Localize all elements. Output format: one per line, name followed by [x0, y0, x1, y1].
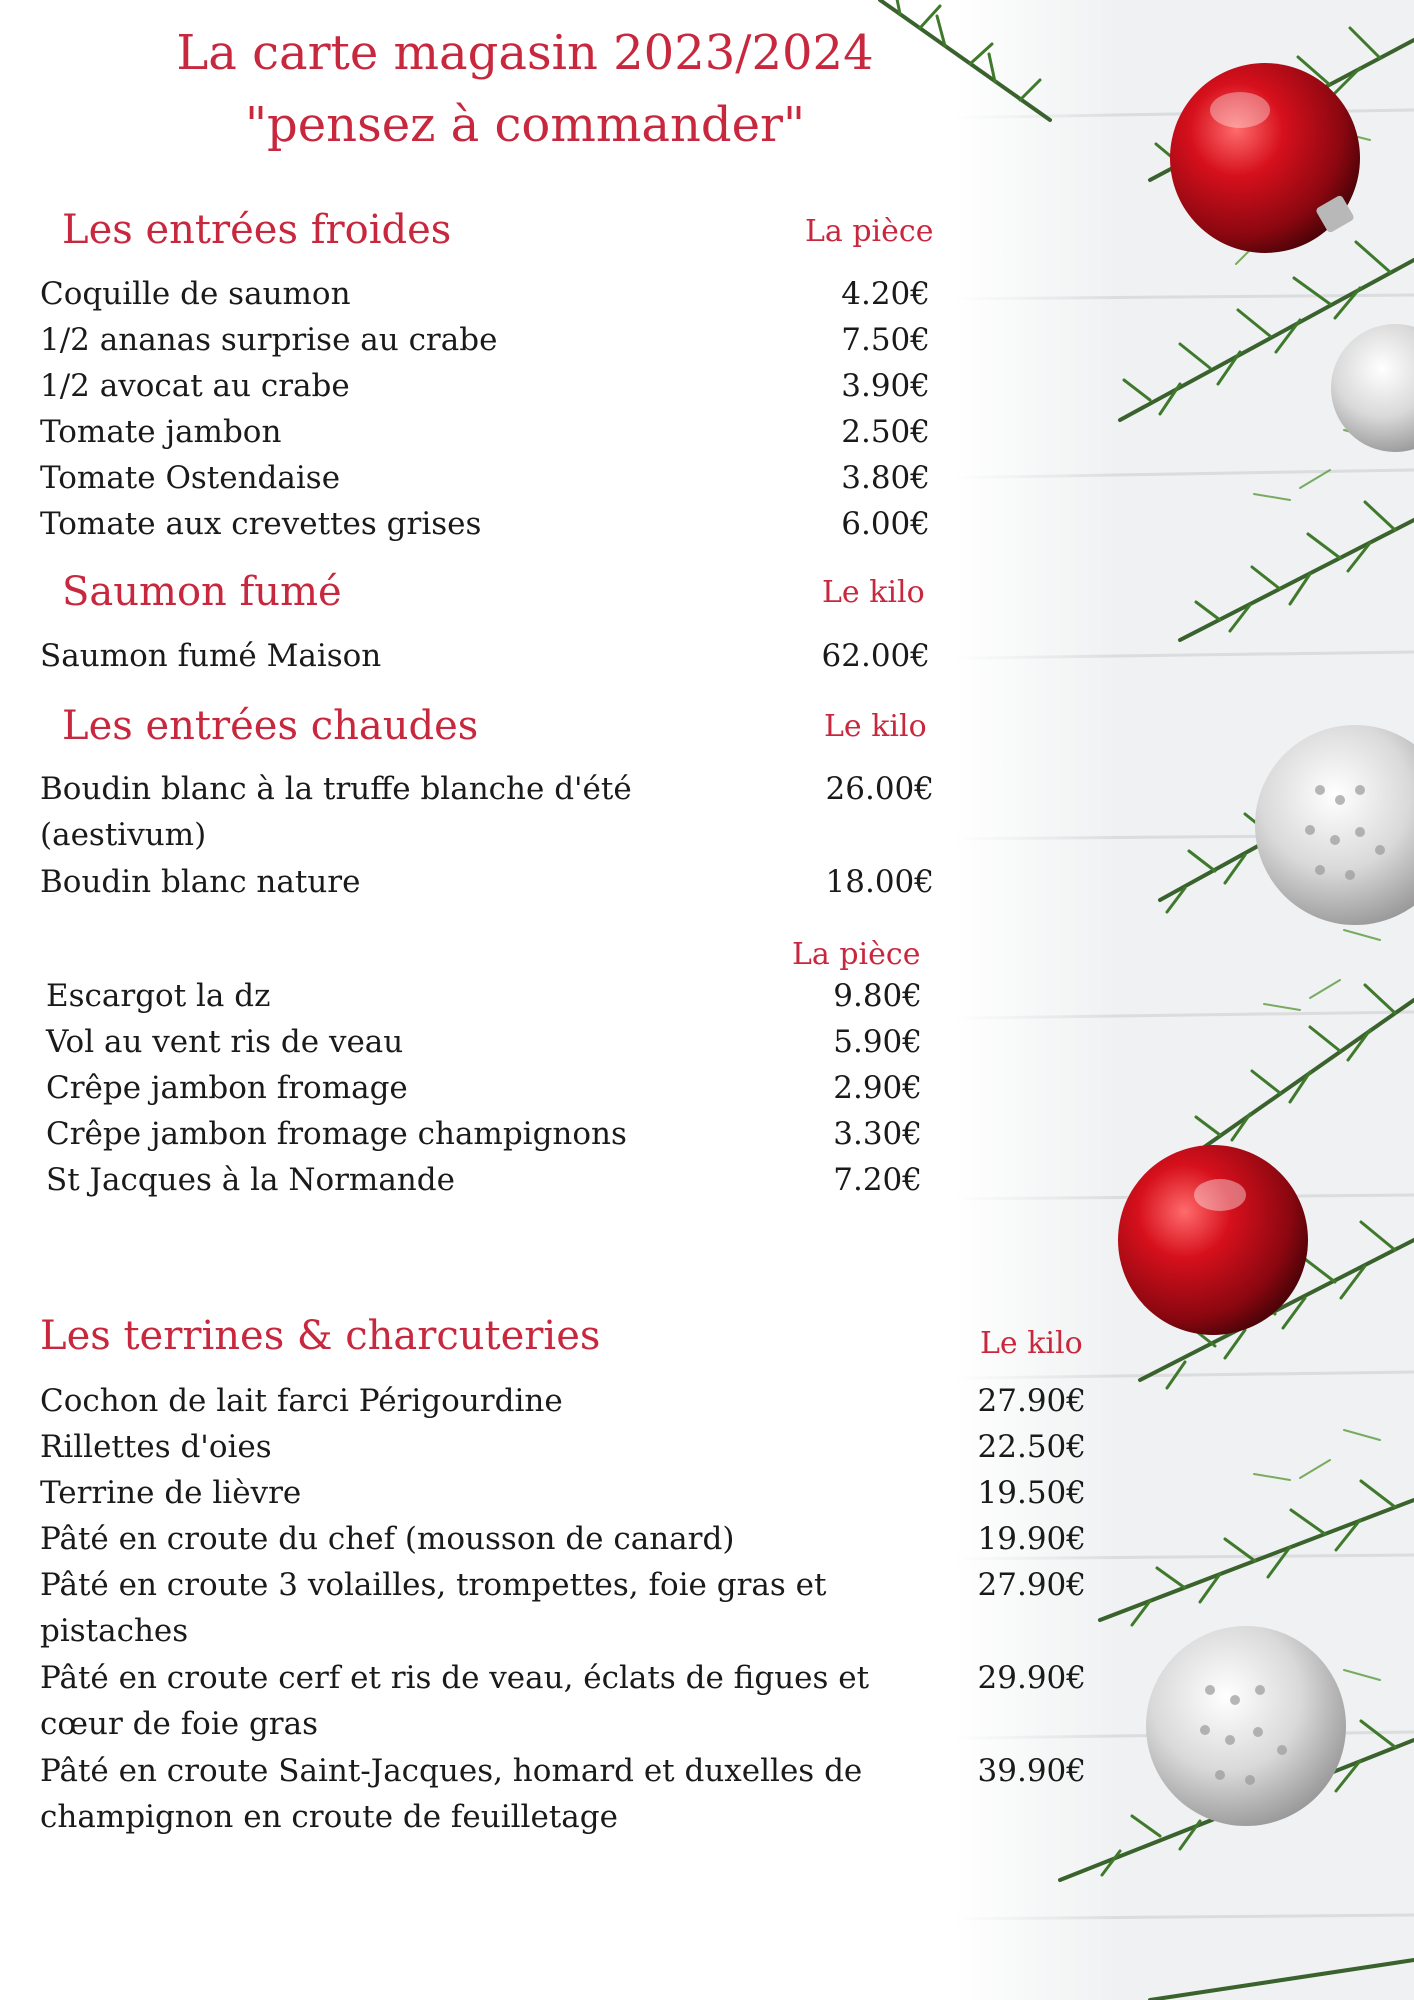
unit-label-saumon-fume: Le kilo — [822, 575, 925, 610]
item-price: 27.90€ — [977, 1567, 1086, 1603]
list-item: 1/2 ananas surprise au crabe — [40, 322, 498, 358]
list-item: Tomate Ostendaise — [40, 460, 341, 496]
unit-label-terrines: Le kilo — [980, 1326, 1083, 1361]
list-item: St Jacques à la Normande — [46, 1162, 455, 1198]
list-item: Pâté en croute Saint-Jacques, homard et duxelles de champignon en croute de feuilletage — [40, 1753, 863, 1835]
list-item: Saumon fumé Maison — [40, 638, 382, 674]
unit-label-entrees-chaudes: Le kilo — [824, 709, 927, 744]
list-item: Escargot la dz — [46, 978, 271, 1014]
unit-label-entrees-chaudes-piece: La pièce — [792, 937, 921, 972]
silver-bauble-icon — [1146, 1626, 1346, 1826]
section-title-entrees-chaudes: Les entrées chaudes — [62, 703, 479, 749]
list-item: Pâté en croute du chef (mousson de canard) — [40, 1521, 735, 1557]
item-price: 4.20€ — [841, 276, 930, 312]
list-item: Boudin blanc à la truffe blanche d'été (aestivum) — [40, 771, 632, 853]
section-title-entrees-froides: Les entrées froides — [62, 207, 452, 253]
list-item: Pâté en croute 3 volailles, trompettes, foie gras et pistaches — [40, 1567, 827, 1649]
list-item: Cochon de lait farci Périgourdine — [40, 1383, 563, 1419]
section-title-terrines: Les terrines & charcuteries — [40, 1313, 601, 1359]
list-item: Tomate aux crevettes grises — [40, 506, 482, 542]
item-price: 7.50€ — [841, 322, 930, 358]
item-price: 29.90€ — [977, 1660, 1086, 1696]
list-item: Coquille de saumon — [40, 276, 351, 312]
section-title-saumon-fume: Saumon fumé — [62, 569, 342, 615]
unit-label-entrees-froides: La pièce — [805, 214, 934, 249]
list-item: Crêpe jambon fromage champignons — [46, 1116, 627, 1152]
page-title: La carte magasin 2023/2024 — [176, 25, 874, 81]
item-price: 39.90€ — [977, 1753, 1086, 1789]
item-price: 3.80€ — [841, 460, 930, 496]
item-price: 7.20€ — [833, 1162, 922, 1198]
item-price: 27.90€ — [977, 1383, 1086, 1419]
item-price: 26.00€ — [825, 771, 934, 807]
list-item: Boudin blanc nature — [40, 864, 361, 900]
item-price: 19.90€ — [977, 1521, 1086, 1557]
list-item: Pâté en croute cerf et ris de veau, éclats de figues et cœur de foie gras — [40, 1660, 870, 1742]
item-price: 62.00€ — [821, 638, 930, 674]
list-item: Terrine de lièvre — [40, 1475, 302, 1511]
list-item: Rillettes d'oies — [40, 1429, 272, 1465]
item-price: 5.90€ — [833, 1024, 922, 1060]
item-price: 18.00€ — [825, 864, 934, 900]
item-price: 22.50€ — [977, 1429, 1086, 1465]
item-price: 2.50€ — [841, 414, 930, 450]
list-item: 1/2 avocat au crabe — [40, 368, 350, 404]
item-price: 3.90€ — [841, 368, 930, 404]
item-price: 6.00€ — [841, 506, 930, 542]
item-price: 2.90€ — [833, 1070, 922, 1106]
page-subtitle: "pensez à commander" — [244, 97, 806, 153]
red-bauble-icon — [1170, 63, 1360, 253]
list-item: Tomate jambon — [40, 414, 282, 450]
list-item: Vol au vent ris de veau — [46, 1024, 404, 1060]
item-price: 19.50€ — [977, 1475, 1086, 1511]
red-bauble-icon — [1118, 1145, 1308, 1335]
item-price: 3.30€ — [833, 1116, 922, 1152]
list-item: Crêpe jambon fromage — [46, 1070, 408, 1106]
item-price: 9.80€ — [833, 978, 922, 1014]
